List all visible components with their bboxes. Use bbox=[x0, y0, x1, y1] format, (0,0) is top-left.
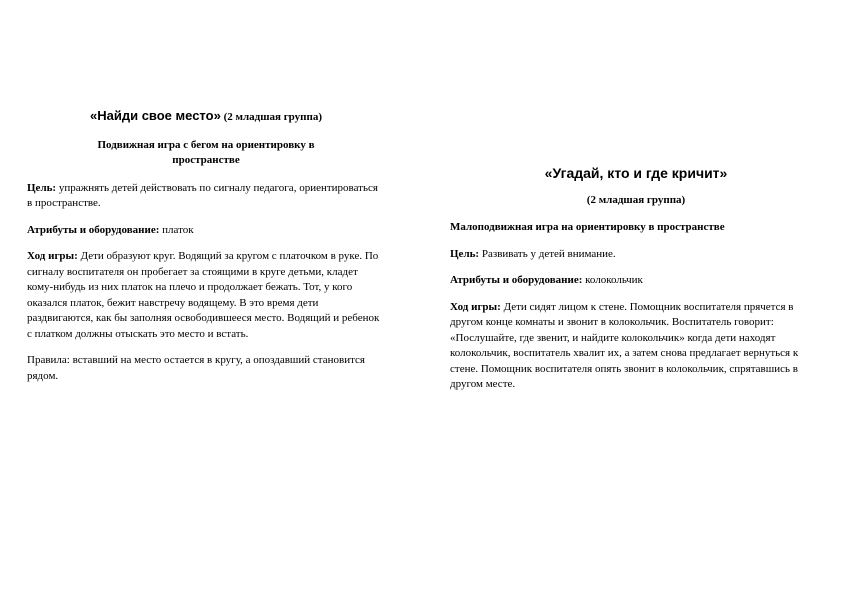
attributes-label: Атрибуты и оборудование: bbox=[27, 223, 160, 236]
goal-text: Развивать у детей внимание. bbox=[479, 247, 616, 260]
attributes-text: платок bbox=[159, 223, 194, 236]
process-text: Дети образуют круг. Водящий за кругом с платочком в руке. По сигналу воспитателя он пробегает за стоящими в круге детьми, кладет кому-нибудь из них платок на плечо и продолжает бежать. Тот, у кого оказался платок, бежит навстречу водящему. В это время дети раздвигаются, как бы заполняя освободившееся место. Водящий и ребенок с платком должны отыскать это место и встать. bbox=[27, 250, 380, 340]
process-label: Ход игры: bbox=[27, 250, 78, 262]
goal-text: упражнять детей действовать по сигналу педагога, ориентироваться в пространстве. bbox=[27, 181, 378, 209]
attributes-paragraph bbox=[450, 273, 822, 289]
process-label: Ход игры: bbox=[450, 300, 501, 313]
game-card-find-your-place bbox=[27, 108, 385, 395]
process-paragraph bbox=[27, 249, 385, 342]
goal-paragraph bbox=[27, 181, 385, 212]
rules-paragraph: Правила: вставший на место остается в кругу, а опоздавший становится рядом. bbox=[27, 354, 365, 382]
age-group: (2 младшая группа) bbox=[586, 193, 686, 206]
age-group: (2 младшая группа) bbox=[223, 111, 322, 123]
goal-paragraph bbox=[450, 247, 822, 263]
attributes-label: Атрибуты и оборудование: bbox=[450, 274, 583, 286]
game-subtitle: Малоподвижная игра на ориентировку в пространстве bbox=[450, 221, 725, 233]
game-card-guess-who-calls bbox=[450, 166, 822, 404]
game-subtitle: Подвижная игра с бегом на ориентировку в пространстве bbox=[97, 138, 315, 166]
goal-label: Цель: bbox=[450, 247, 480, 260]
goal-label: Цель: bbox=[27, 181, 57, 194]
attributes-text: колокольчик bbox=[582, 274, 643, 286]
game-title-text: «Угадай, кто и где кричит» bbox=[544, 165, 728, 181]
process-paragraph bbox=[450, 300, 822, 393]
game-title bbox=[450, 166, 822, 182]
attributes-paragraph bbox=[27, 223, 385, 239]
process-text: Дети сидят лицом к стене. Помощник воспитателя прячется в другом конце комнаты и звонит в колокольчик. Воспитатель говорит: «Послушайте, где звенит, и найдите колокольчик» когда дети находят колокольчик, воспитатель хвалит их, а затем снова предлагает вернуться к стене. Помощник воспитателя опять звонит в колокольчик, спрятавшись в другом месте. bbox=[450, 300, 799, 390]
game-title-text: «Найди свое место» bbox=[90, 108, 221, 123]
game-title bbox=[27, 108, 385, 126]
